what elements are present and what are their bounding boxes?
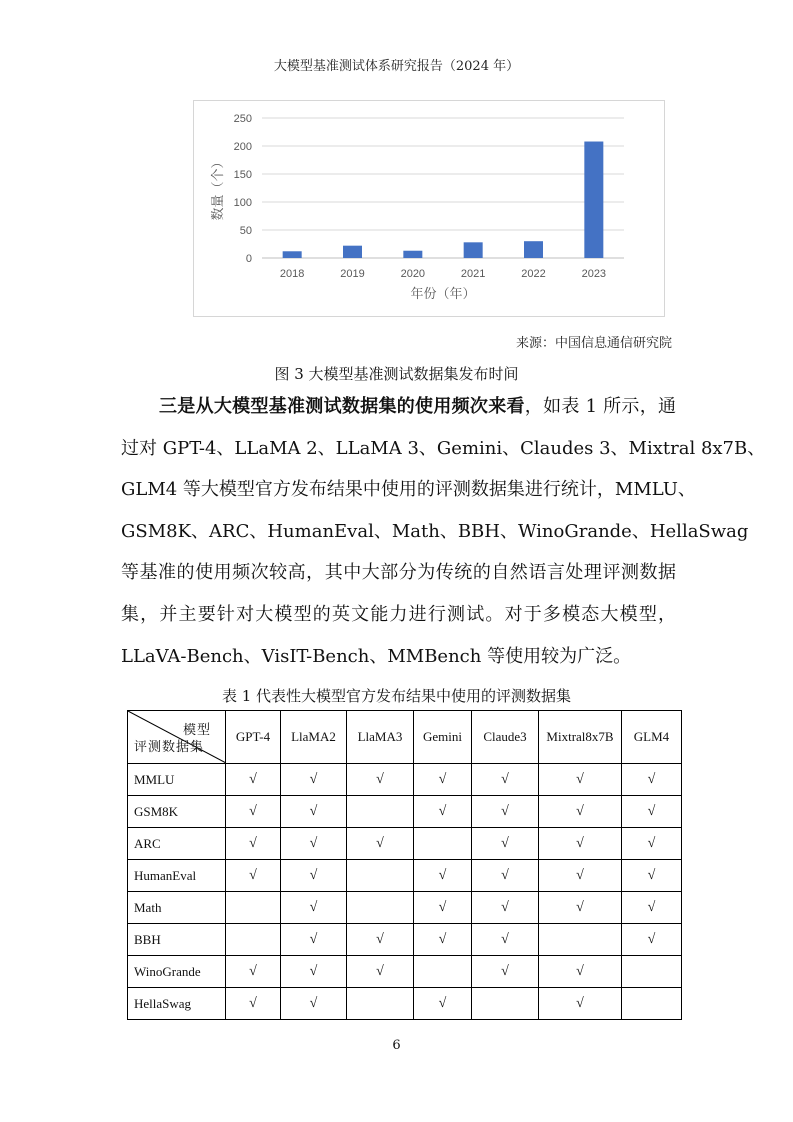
table-cell: √ — [539, 764, 622, 796]
table-cell: √ — [281, 828, 347, 860]
figure-caption: 图 3 大模型基准测试数据集发布时间 — [274, 365, 519, 383]
bar — [283, 251, 302, 258]
table-cell: √ — [472, 828, 539, 860]
table-row — [128, 924, 682, 956]
table-row — [128, 796, 682, 828]
table-cell — [226, 892, 281, 924]
row-dataset-name: Math — [128, 892, 226, 924]
column-header: Claude3 — [472, 711, 539, 764]
table-cell: √ — [281, 892, 347, 924]
table-cell: √ — [539, 860, 622, 892]
paragraph-line-2: 过对 GPT-4、LLaMA 2、LLaMA 3、Gemini、Claudes 3、Mixtral 8x7B、 — [121, 437, 766, 459]
table-cell: √ — [622, 892, 682, 924]
table-cell: √ — [472, 860, 539, 892]
y-tick-label: 100 — [233, 197, 252, 209]
bar — [524, 241, 543, 258]
table-cell: √ — [414, 860, 472, 892]
x-tick-label: 2023 — [581, 268, 607, 280]
table-cell: √ — [347, 956, 414, 988]
table-cell — [347, 988, 414, 1020]
table-cell: √ — [539, 892, 622, 924]
table-cell: √ — [281, 924, 347, 956]
table-cell: √ — [226, 988, 281, 1020]
table-cell: √ — [226, 764, 281, 796]
table-cell: √ — [414, 988, 472, 1020]
table-cell: √ — [281, 860, 347, 892]
table-cell: √ — [539, 956, 622, 988]
column-header: Mixtral8x7B — [539, 711, 622, 764]
table-cell — [414, 956, 472, 988]
table-cell: √ — [539, 988, 622, 1020]
table-cell: √ — [539, 796, 622, 828]
paragraph-line-6: 集，并主要针对大模型的英文能力进行测试。对于多模态大模型， — [121, 603, 676, 625]
table-cell: √ — [472, 956, 539, 988]
y-tick-label: 0 — [245, 253, 252, 265]
row-dataset-name: ARC — [128, 828, 226, 860]
column-header: GLM4 — [622, 711, 682, 764]
table-cell — [472, 988, 539, 1020]
row-dataset-name: HumanEval — [128, 860, 226, 892]
y-tick-label: 150 — [233, 169, 252, 181]
table-cell: √ — [622, 764, 682, 796]
table-cell — [622, 956, 682, 988]
bar — [464, 242, 483, 258]
running-header: 大模型基准测试体系研究报告（2024 年） — [273, 59, 520, 74]
row-dataset-name: MMLU — [128, 764, 226, 796]
column-header: GPT-4 — [226, 711, 281, 764]
table-cell: √ — [622, 828, 682, 860]
chart-source: 来源：中国信息通信研究院 — [515, 336, 672, 351]
table-cell — [347, 860, 414, 892]
bar — [403, 251, 422, 258]
table-cell: √ — [226, 860, 281, 892]
row-dataset-name: GSM8K — [128, 796, 226, 828]
row-dataset-name: HellaSwag — [128, 988, 226, 1020]
bar — [584, 142, 603, 258]
x-tick-label: 2019 — [340, 268, 365, 280]
table-row — [128, 988, 682, 1020]
table-cell: √ — [622, 860, 682, 892]
table-row — [128, 956, 682, 988]
table-cell: √ — [472, 892, 539, 924]
paragraph-line-4: GSM8K、ARC、HumanEval、Math、BBH、WinoGrande、HellaSwag — [121, 520, 749, 542]
paragraph-line-1-rest: ，如表 1 所示，通 — [524, 396, 676, 417]
y-tick-label: 200 — [233, 141, 252, 153]
table-cell: √ — [414, 892, 472, 924]
table-row — [128, 892, 682, 924]
table-cell: √ — [472, 764, 539, 796]
table-cell: √ — [281, 988, 347, 1020]
benchmark-table — [127, 710, 682, 1020]
table-cell: √ — [226, 956, 281, 988]
paragraph-line-7: LLaVA-Bench、VisIT-Bench、MMBench 等使用较为广泛。 — [121, 645, 632, 667]
bar-chart-svg — [194, 101, 666, 318]
table-cell: √ — [472, 796, 539, 828]
table-cell: √ — [347, 764, 414, 796]
table-caption: 表 1 代表性大模型官方发布结果中使用的评测数据集 — [221, 687, 572, 705]
paragraph-line-3: GLM4 等大模型官方发布结果中使用的评测数据集进行统计，MMLU、 — [121, 479, 696, 501]
paragraph-line-1 — [121, 386, 676, 428]
table-corner-cell — [128, 711, 226, 764]
table-cell: √ — [281, 956, 347, 988]
table-cell — [226, 924, 281, 956]
table-header-row — [128, 711, 682, 764]
corner-label-models: 模型 — [182, 722, 211, 737]
corner-label-datasets: 评测数据集 — [134, 739, 205, 754]
x-tick-label: 2018 — [279, 268, 305, 280]
table-cell — [539, 924, 622, 956]
column-header: Gemini — [414, 711, 472, 764]
column-header: LlaMA3 — [347, 711, 414, 764]
row-dataset-name: BBH — [128, 924, 226, 956]
table-cell: √ — [414, 924, 472, 956]
table-cell — [347, 892, 414, 924]
column-header: LlaMA2 — [281, 711, 347, 764]
table-row — [128, 764, 682, 796]
y-tick-label: 50 — [239, 225, 252, 237]
table-cell — [347, 796, 414, 828]
table-cell: √ — [414, 764, 472, 796]
x-axis-label: 年份（年） — [410, 287, 476, 302]
table-cell: √ — [539, 828, 622, 860]
paragraph-lead: 三是从大模型基准测试数据集的使用频次来看 — [159, 396, 525, 417]
paragraph-line-5: 等基准的使用频次较高，其中大部分为传统的自然语言处理评测数据 — [121, 562, 676, 584]
table-row — [128, 828, 682, 860]
table-cell — [622, 988, 682, 1020]
table-cell: √ — [347, 924, 414, 956]
table-cell: √ — [226, 828, 281, 860]
table-cell: √ — [472, 924, 539, 956]
table-cell: √ — [622, 924, 682, 956]
y-axis-label: 数量（个） — [211, 155, 226, 221]
body-paragraph — [121, 386, 766, 677]
table-cell: √ — [414, 796, 472, 828]
y-tick-label: 250 — [233, 113, 252, 125]
table-row — [128, 860, 682, 892]
table-cell: √ — [281, 796, 347, 828]
table-cell: √ — [226, 796, 281, 828]
x-tick-label: 2021 — [460, 268, 486, 280]
x-tick-label: 2020 — [400, 268, 426, 280]
row-dataset-name: WinoGrande — [128, 956, 226, 988]
table-cell — [414, 828, 472, 860]
bar — [343, 246, 362, 258]
x-tick-label: 2022 — [521, 268, 546, 280]
bar-chart — [193, 100, 665, 317]
table-cell: √ — [622, 796, 682, 828]
table-cell: √ — [281, 764, 347, 796]
page-number: 6 — [392, 1038, 401, 1053]
table-cell: √ — [347, 828, 414, 860]
